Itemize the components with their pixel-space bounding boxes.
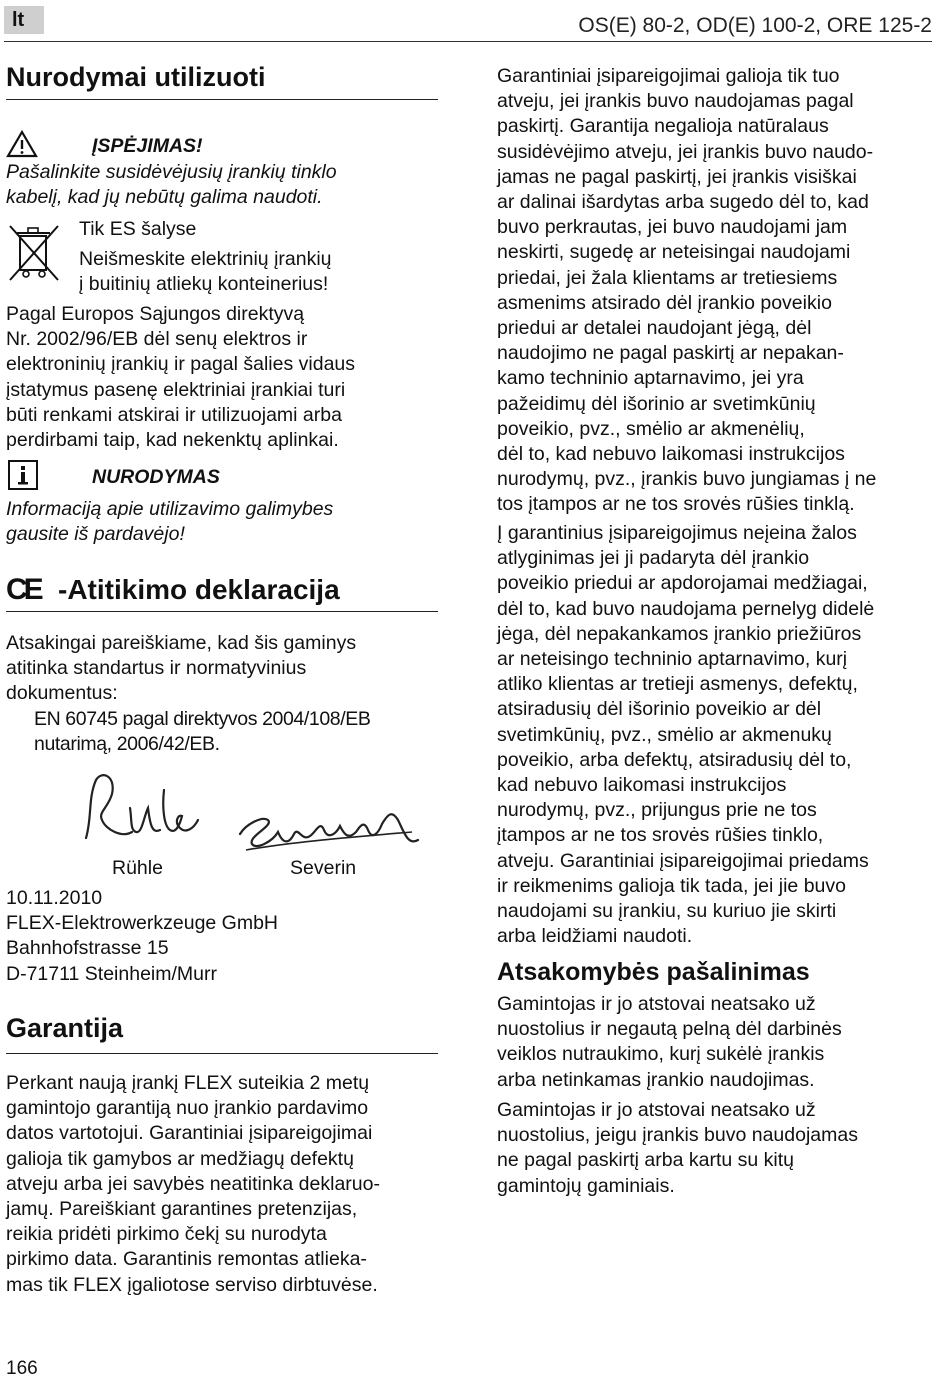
page-number: 166 (6, 1358, 38, 1379)
model-numbers: OS(E) 80-2, OD(E) 100-2, ORE 125-2 (578, 14, 932, 37)
signer-severin: Severin (290, 857, 357, 879)
note-text: Informaciją apie utilizavimo galimybes gausite iš pardavėjo! (6, 498, 334, 546)
signature-severin (232, 790, 432, 856)
company-address: 10.11.2010 FLEX-Elektrowerkzeuge GmbH Bahnhofstrasse 15 D-71711 Steinheim/Murr (6, 887, 279, 985)
warranty-left-text: Perkant naują įrankį FLEX suteikia 2 metų gamintojo garantiją nuo įrankio pardavimo datos vartotojui. Garantiniai įsipareigojimai galioja tik gamybos ar medžiagų defektų atveju arba jei savybės neatitinka deklaruo- jamų. Pareiškiant garantines pretenzijas, reikia pridėti pirkimo čekį su nurodyta pirkimo data. Garantinis remontas atlieka- mas tik FLEX įgaliotose serviso dirbtuvėse. (6, 1072, 380, 1296)
signer-ruhle: Rühle (112, 857, 163, 879)
liability-title: Atsakomybės pašalinimas (497, 958, 810, 986)
ce-title: -Atitikimo deklaracija (58, 574, 340, 605)
directive-text: Pagal Europos Sąjungos direktyvą Nr. 2002/96/EB dėl senų elektros ir elektroninių įrankių ir pagal šalies vidaus įstatymus pasenę elektriniai įrankiai turi būti renkami atskirai ir utilizuojami arba perdirbami taip, kad nekenktų aplinkai. (6, 303, 356, 452)
wheelie-bin-crossed-icon (6, 222, 62, 284)
warning-text: Pašalinkite susidėvėjusių įrankių tinklo kabelį, kad jų nebūtų galima naudoti. (6, 161, 337, 209)
info-icon (8, 460, 38, 490)
liability-para-1: Gamintojas ir jo atstovai neatsako už nuostolius ir negautą pelną dėl darbinės veiklos nutraukimo, kurį sukėlė įrankis arba netinkamas įrankio naudojimas. (497, 993, 842, 1091)
ce-standards: EN 60745 pagal direktyvos 2004/108/EB nutarimą, 2006/42/EB. (34, 708, 371, 756)
warranty-rule (6, 1053, 438, 1054)
ce-mark-icon: CE (6, 573, 40, 606)
ce-rule (6, 611, 438, 612)
eu-only-text: Tik ES šalyse Neišmeskite elektrinių įrankių į buitinių atliekų konteinerius! (79, 218, 332, 296)
warranty-title: Garantija (6, 1013, 124, 1043)
disposal-rule (6, 99, 438, 100)
warning-label: ĮSPĖJIMAS! (92, 135, 203, 157)
ce-intro: Atsakingai pareiškiame, kad šis gaminys atitinka standartus ir normatyvinius dokumentus: (6, 632, 357, 705)
language-tag: lt (4, 6, 44, 34)
disposal-title: Nurodymai utilizuoti (6, 62, 266, 92)
liability-para-2: Gamintojas ir jo atstovai neatsako už nuostolius, jeigu įrankis buvo naudojamas ne pagal paskirtį arba kartu su kitų gamintojų gaminiais. (497, 1099, 858, 1197)
note-label: NURODYMAS (92, 466, 220, 488)
warranty-right-para-2: Į garantinius įsipareigojimus neįeina žalos atlyginimas jei ji padaryta dėl įrankio poveikio priedui ar apdorojamai medžiagai, dėl to, kad buvo naudojama pernelyg didelė jėga, dėl nepakankamos įrankio priežiūros ar neteisingo techninio aptarnavimo, kurį atliko klientas ar tretieji asmenys, defektų, atsiradusių dėl išorinio poveikio ar dėl svetimkūnių, pvz., smėlio ar akmenukų poveikio, arba defektų, atsiradusių dėl to, kad nebuvo laikomasi instrukcijos nurodymų, pvz., prijungus prie ne tos įtampos ar ne tos srovės rūšies tinklo, atveju. Garantiniai įsipareigojimai priedams ir reikmenims galioja tik tada, jei jie buvo naudojami su įrankiu, su kuriuo jie skirti arba leidžiami naudoti. (497, 522, 875, 948)
warning-icon (6, 130, 38, 158)
signature-ruhle (72, 768, 212, 852)
header-rule (4, 41, 932, 42)
warranty-right-para-1: Garantiniai įsipareigojimai galioja tik tuo atveju, jei įrankis buvo naudojamas pagal paskirtį. Garantija negalioja natūralaus susidėvėjimo atveju, jei įrankis buvo naudo- jamas ne pagal paskirtį, jei įrankis visiškai ar dalinai išardytas arba sugedo dėl to, kad buvo perkrautas, jei buvo naudojami jam neskirti, sugedę ar neteisingai naudojami priedai, jei žala klientams ar tretiesiems asmenims atsirado dėl įrankio poveikio priedui ar detalei naudojant jėgą, dėl naudojimo ne pagal paskirtį ar nepakan- kamo techninio aptarnavimo, jei yra pažeidimų dėl išorinio ar svetimkūnių poveikio, pvz., smėlio ar akmenėlių, dėl to, kad nebuvo laikomasi instrukcijos nurodymų, pvz., įrankis buvo jungiamas į ne tos įtampos ar ne tos srovės rūšies tinklą. (497, 65, 877, 516)
